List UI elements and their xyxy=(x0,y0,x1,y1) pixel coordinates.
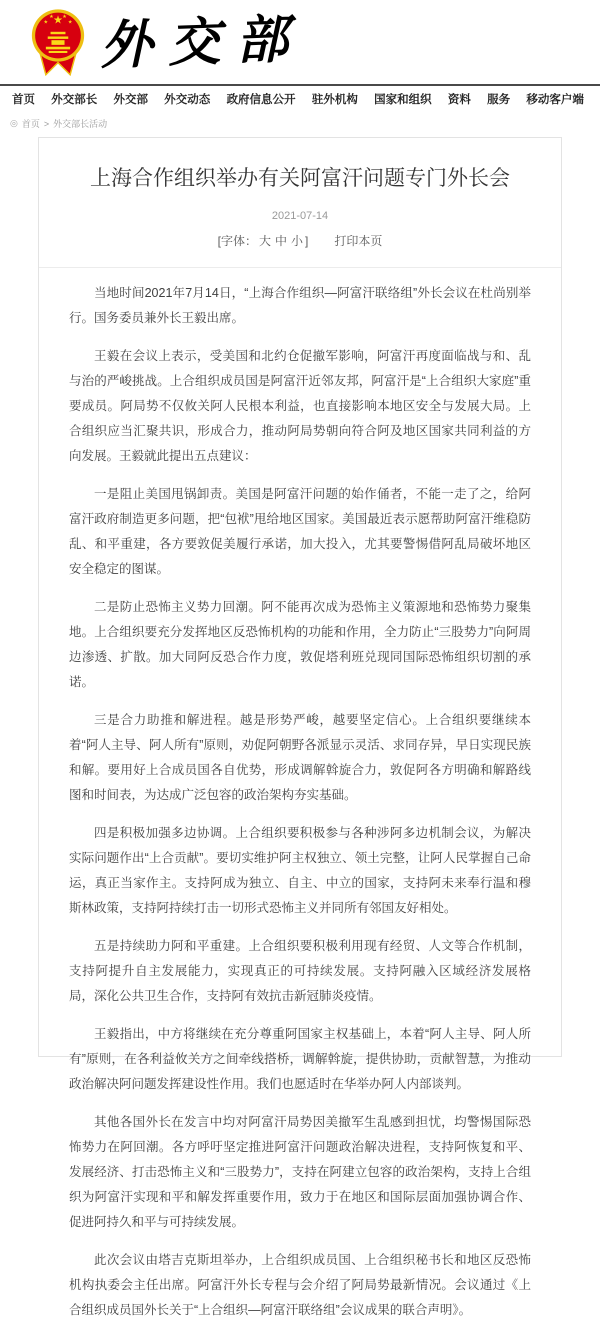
font-size-small-button[interactable]: 小 xyxy=(291,234,304,248)
article-paragraph: 其他各国外长在发言中均对阿富汗局势因美撤军生乱感到担忧，均警惕国际恐怖势力在阿回潮。各方呼吁坚定推进阿富汗问题政治解决进程，支持阿恢复和平、发展经济、打击恐怖主义和“三股势力”，支持在阿建立包容的政治架构，支持上合组织为阿富汗实现和平和解发挥重要作用，致力于在地区和国际层面加强协调合作、促进阿持久和平与可持续发展。 xyxy=(69,1115,531,1229)
font-size-label-prefix: [字体： xyxy=(217,234,257,248)
article-container xyxy=(38,137,562,1317)
article-paragraph: 一是阻止美国甩锅卸责。美国是阿富汗问题的始作俑者，不能一走了之，给阿富汗政府制造更多问题，把“包袱”甩给地区国家。美国最近表示愿帮助阿富汗维稳防乱、和平重建，各方要敦促美履行承诺，加大投入，尤其要警惕借阿乱局破坏地区安全稳定的图谋。 xyxy=(69,487,531,576)
nav-item-services[interactable]: 服务 xyxy=(487,94,511,106)
svg-text:★: ★ xyxy=(52,14,64,27)
nav-item-resources[interactable]: 资料 xyxy=(447,94,471,106)
article-toolbar xyxy=(69,232,531,249)
article-paragraph: 三是合力助推和解进程。越是形势严峻，越要坚定信心。上合组织要继续本着“阿人主导、阿人所有”原则，劝促阿朝野各派显示灵活、求同存异，早日实现民族和解。要用好上合成员国各自优势，形成调解斡旋合力，敦促阿各方明确和解路线图和时间表，为达成广泛包容的政治架构夯实基础。 xyxy=(69,713,531,802)
nav-item-countries-orgs[interactable]: 国家和组织 xyxy=(374,94,432,106)
nav-item-gov-info[interactable]: 政府信息公开 xyxy=(226,94,296,106)
nav-item-diplomatic-news[interactable]: 外交动态 xyxy=(164,94,211,106)
nav-item-mobile-client[interactable]: 移动客户端 xyxy=(526,94,584,106)
article-body xyxy=(69,281,531,1323)
svg-text:★: ★ xyxy=(67,19,73,26)
breadcrumb-home-icon: ◎ xyxy=(10,118,18,128)
article-date: 2021-07-14 xyxy=(271,210,329,222)
breadcrumb-current-link[interactable]: 外交部长活动 xyxy=(53,119,108,129)
breadcrumb-home-link[interactable]: 首页 xyxy=(21,119,40,129)
nav-item-ministry[interactable]: 外交部 xyxy=(113,94,149,106)
print-page-button[interactable]: 打印本页 xyxy=(334,234,383,248)
font-size-large-button[interactable]: 大 xyxy=(258,234,271,248)
site-header xyxy=(0,0,600,84)
nav-item-overseas-missions[interactable]: 驻外机构 xyxy=(311,94,358,106)
article-paragraph: 五是持续助力阿和平重建。上合组织要积极利用现有经贸、人文等合作机制，支持阿提升自主发展能力，实现真正的可持续发展。支持阿融入区域经济发展格局，深化公共卫生合作，支持阿有效抗击新冠肺炎疫情。 xyxy=(69,939,531,1003)
svg-text:★: ★ xyxy=(49,13,54,20)
article-title: 上海合作组织举办有关阿富汗问题专门外长会 xyxy=(90,167,510,190)
site-logo-calligraphy: 外交部 xyxy=(99,8,306,77)
article-paragraph: 二是防止恐怖主义势力回潮。阿不能再次成为恐怖主义策源地和恐怖势力聚集地。上合组织要充分发挥地区反恐怖机构的功能和作用，全力防止“三股势力”向阿周边渗透、扩散。加大同阿反恐合作力度，敦促塔利班兑现同国际恐怖组织切割的承诺。 xyxy=(69,600,531,689)
title-body-divider xyxy=(39,267,561,268)
svg-text:★: ★ xyxy=(43,19,49,26)
article-paragraph: 王毅指出，中方将继续在充分尊重阿国家主权基础上，本着“阿人主导、阿人所有”原则，在各利益攸关方之间牵线搭桥，调解斡旋，提供协助，贡献智慧，为推动政治解决阿问题发挥建设性作用。我们也愿适时在华举办阿人内部谈判。 xyxy=(69,1027,531,1091)
font-size-medium-button[interactable]: 中 xyxy=(274,234,287,248)
article-paragraph: 此次会议由塔吉克斯坦举办，上合组织成员国、上合组织秘书长和地区反恐怖机构执委会主任出席。阿富汗外长专程与会介绍了阿局势最新情况。会议通过《上合组织成员国外长关于“上合组织—阿富汗联络组”会议成果的联合声明》。 xyxy=(69,1253,531,1317)
nav-item-foreign-minister[interactable]: 外交部长 xyxy=(51,94,98,106)
china-national-emblem-icon xyxy=(30,7,86,79)
breadcrumb xyxy=(10,117,600,130)
article-paragraph: 四是积极加强多边协调。上合组织要积极参与各种涉阿多边机制会议，为解决实际问题作出“上合贡献”。要切实维护阿主权独立、领土完整，让阿人民掌握自己命运，真正当家作主。支持阿成为独立、自主、中立的国家，支持阿未来奉行温和穆斯林政策，支持阿持续打击一切形式恐怖主义并同所有邻国友好相处。 xyxy=(69,826,531,915)
article-paragraph: 王毅在会议上表示，受美国和北约仓促撤军影响，阿富汗再度面临战与和、乱与治的严峻挑战。上合组织成员国是阿富汗近邻友邦，阿富汗是“上合组织大家庭”重要成员。阿局势不仅攸关阿人民根本利益，也直接影响本地区安全与发展大局。上合组织应当汇聚共识，形成合力，推动阿局势朝向符合阿及地区国家共同利益的方向发展。王毅就此提出五点建议： xyxy=(69,349,531,463)
main-nav xyxy=(0,84,600,112)
article-paragraph: 当地时间2021年7月14日，“上海合作组织—阿富汗联络组”外长会议在杜尚别举行。国务委员兼外长王毅出席。 xyxy=(69,286,531,325)
breadcrumb-separator: > xyxy=(43,118,50,129)
svg-text:★: ★ xyxy=(62,13,67,20)
nav-item-home[interactable]: 首页 xyxy=(12,94,35,106)
font-size-label-suffix: ] xyxy=(305,234,309,248)
